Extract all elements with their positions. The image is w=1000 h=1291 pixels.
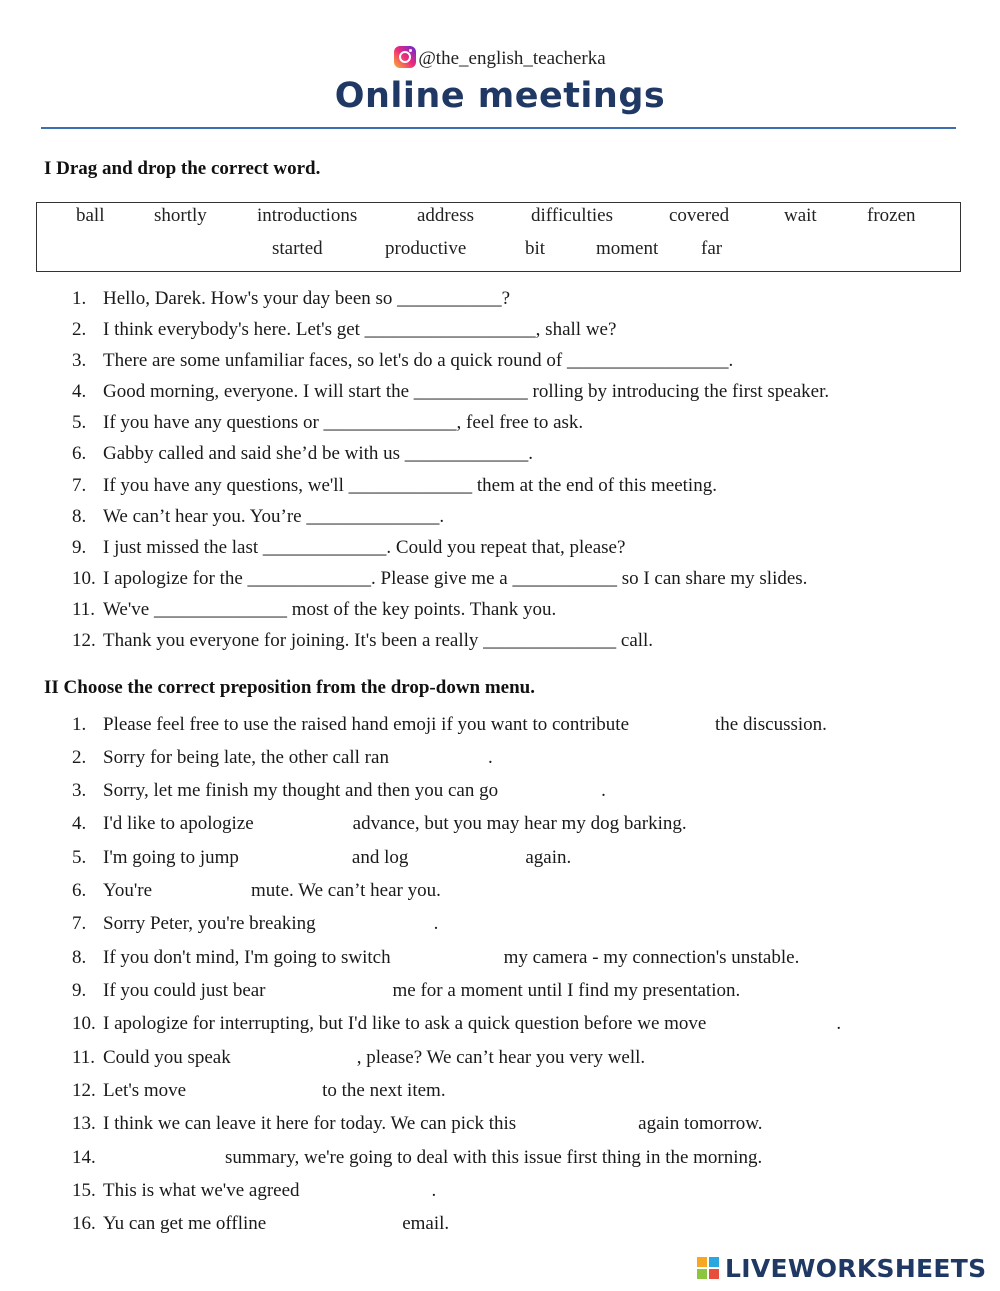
exercise2-item: 15. This is what we've agreed . — [72, 1180, 437, 1201]
exercise1-item: 7. If you have any questions, we'll _____________ them at the end of this meeting. — [72, 475, 717, 496]
word-bank — [36, 202, 961, 272]
brand-text: LIVEWORKSHEETS — [725, 1254, 987, 1283]
word-bank-item[interactable]: moment — [596, 238, 659, 259]
instagram-icon — [394, 46, 416, 68]
exercise2-item: 2. Sorry for being late, the other call ran . — [72, 747, 493, 768]
exercise2-item: 3. Sorry, let me finish my thought and then you can go . — [72, 780, 606, 801]
title-divider — [41, 127, 956, 129]
exercise1-item: 8. We can’t hear you. You’re ______________. — [72, 506, 445, 527]
exercise1-item: 11. We've ______________ most of the key points. Thank you. — [72, 599, 557, 620]
exercise1-item: 4. Good morning, everyone. I will start the ____________ rolling by introducing the first speaker. — [72, 381, 830, 402]
exercise2-item: 9. If you could just bear me for a moment until I find my presentation. — [72, 980, 741, 1001]
exercise2-item: 4. I'd like to apologize advance, but you may hear my dog barking. — [72, 813, 687, 834]
exercise2-item: 8. If you don't mind, I'm going to switch my camera - my connection's unstable. — [72, 947, 800, 968]
word-bank-item[interactable]: wait — [784, 205, 817, 226]
exercise2-item: 5. I'm going to jump and log again. — [72, 847, 572, 868]
exercise2-item: 13. I think we can leave it here for today. We can pick this again tomorrow. — [72, 1113, 763, 1134]
word-bank-item[interactable]: introductions — [257, 205, 358, 226]
section1-title: I Drag and drop the correct word. — [44, 158, 321, 179]
word-bank-item[interactable]: started — [272, 238, 323, 259]
word-bank-item[interactable]: shortly — [154, 205, 207, 226]
exercise1-item: 10. I apologize for the _____________. Please give me a ___________ so I can share my slides. — [72, 568, 808, 589]
word-bank-item[interactable]: bit — [525, 238, 546, 259]
word-bank-item[interactable]: far — [701, 238, 723, 259]
exercise2-item: 16. Yu can get me offline email. — [72, 1213, 450, 1234]
exercise1-item: 2. I think everybody's here. Let's get __________________, shall we? — [72, 319, 617, 340]
section2-title: II Choose the correct preposition from the drop-down menu. — [44, 677, 536, 698]
exercise2-item: 11. Could you speak , please? We can’t hear you very well. — [72, 1047, 646, 1068]
exercise1-item: 9. I just missed the last _____________. Could you repeat that, please? — [72, 537, 626, 558]
exercise1-item: 12. Thank you everyone for joining. It's been a really ______________ call. — [72, 630, 654, 651]
exercise2-item: 6. You're mute. We can’t hear you. — [72, 880, 441, 901]
word-bank-item[interactable]: difficulties — [531, 205, 613, 226]
exercise1-item: 5. If you have any questions or ______________, feel free to ask. — [72, 412, 584, 433]
exercise1-item: 1. Hello, Darek. How's your day been so ___________? — [72, 288, 511, 309]
word-bank-item[interactable]: ball — [76, 205, 105, 226]
instagram-handle — [0, 46, 1000, 70]
exercise1-item: 3. There are some unfamiliar faces, so let's do a quick round of _________________. — [72, 350, 734, 371]
exercise2-item: 7. Sorry Peter, you're breaking . — [72, 913, 439, 934]
liveworksheets-icon — [697, 1257, 721, 1281]
liveworksheets-logo — [697, 1252, 997, 1284]
exercise2-item: 14. summary, we're going to deal with this issue first thing in the morning. — [72, 1147, 763, 1168]
exercise2-item: 1. Please feel free to use the raised hand emoji if you want to contribute the discussion. — [72, 714, 827, 735]
word-bank-item[interactable]: address — [417, 205, 474, 226]
handle-text: @the_english_teacherka — [418, 48, 606, 69]
page-title: Online meetings — [334, 76, 666, 116]
word-bank-item[interactable]: frozen — [867, 205, 916, 226]
exercise2-item: 12. Let's move to the next item. — [72, 1080, 446, 1101]
exercise2-item: 10. I apologize for interrupting, but I'd like to ask a quick question before we move . — [72, 1013, 842, 1034]
word-bank-item[interactable]: productive — [385, 238, 467, 259]
word-bank-item[interactable]: covered — [669, 205, 730, 226]
exercise1-item: 6. Gabby called and said she’d be with us _____________. — [72, 443, 534, 464]
